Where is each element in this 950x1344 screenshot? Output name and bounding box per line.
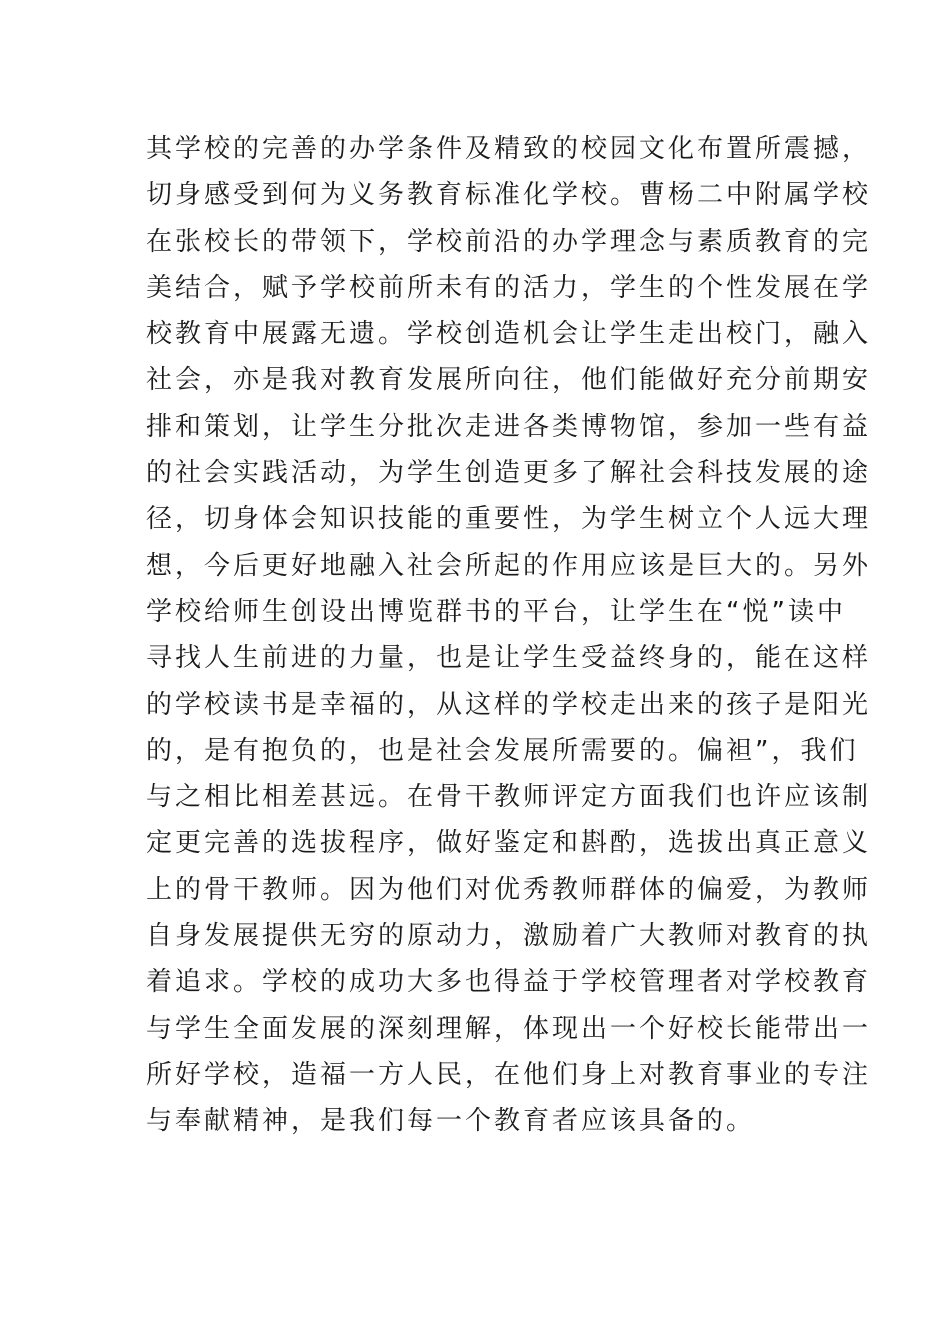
text-line-21: 所好学校，造福一方人民，在他们身上对教育事业的专注 — [146, 1059, 872, 1090]
text-line-10: 想，今后更好地融入社会所起的作用应该是巨大的。另外 — [146, 550, 872, 581]
text-line-3: 在张校长的带领下，学校前沿的办学理念与素质教育的完 — [146, 226, 872, 257]
text-line-15: 与之相比相差甚远。在骨干教师评定方面我们也许应该制 — [146, 782, 872, 813]
text-line-4: 美结合，赋予学校前所未有的活力，学生的个性发展在学 — [146, 272, 872, 303]
text-line-7: 排和策划，让学生分批次走进各类博物馆，参加一些有益 — [146, 411, 872, 442]
text-line-22: 与奉献精神，是我们每一个教育者应该具备的。 — [146, 1106, 756, 1137]
text-line-8: 的社会实践活动，为学生创造更多了解社会科技发展的途 — [146, 458, 872, 489]
text-line-12: 寻找人生前进的力量，也是让学生受益终身的，能在这样 — [146, 643, 872, 674]
text-line-9: 径，切身体会知识技能的重要性，为学生树立个人远大理 — [146, 504, 872, 535]
text-line-11: 学校给师生创设出博览群书的平台，让学生在“悦”读中 — [146, 596, 846, 627]
text-line-6: 社会，亦是我对教育发展所向往，他们能做好充分前期安 — [146, 365, 872, 396]
text-line-13: 的学校读书是幸福的，从这样的学校走出来的孩子是阳光 — [146, 689, 872, 720]
text-line-17: 上的骨干教师。因为他们对优秀教师群体的偏爱，为教师 — [146, 874, 872, 905]
text-line-16: 定更完善的选拔程序，做好鉴定和斟酌，选拔出真正意义 — [146, 828, 872, 859]
text-line-19: 着追求。学校的成功大多也得益于学校管理者对学校教育 — [146, 967, 872, 998]
text-line-1: 其学校的完善的办学条件及精致的校园文化布置所震撼， — [146, 134, 872, 164]
text-line-5: 校教育中展露无遗。学校创造机会让学生走出校门，融入 — [146, 319, 872, 350]
text-line-20: 与学生全面发展的深刻理解，体现出一个好校长能带出一 — [146, 1013, 872, 1044]
text-line-14: 的，是有抱负的，也是社会发展所需要的。偏袒”，我们 — [146, 735, 859, 766]
body-text — [146, 126, 872, 1145]
text-line-18: 自身发展提供无穷的原动力，激励着广大教师对教育的执 — [146, 921, 872, 952]
text-line-2: 切身感受到何为义务教育标准化学校。曹杨二中附属学校 — [146, 180, 872, 211]
